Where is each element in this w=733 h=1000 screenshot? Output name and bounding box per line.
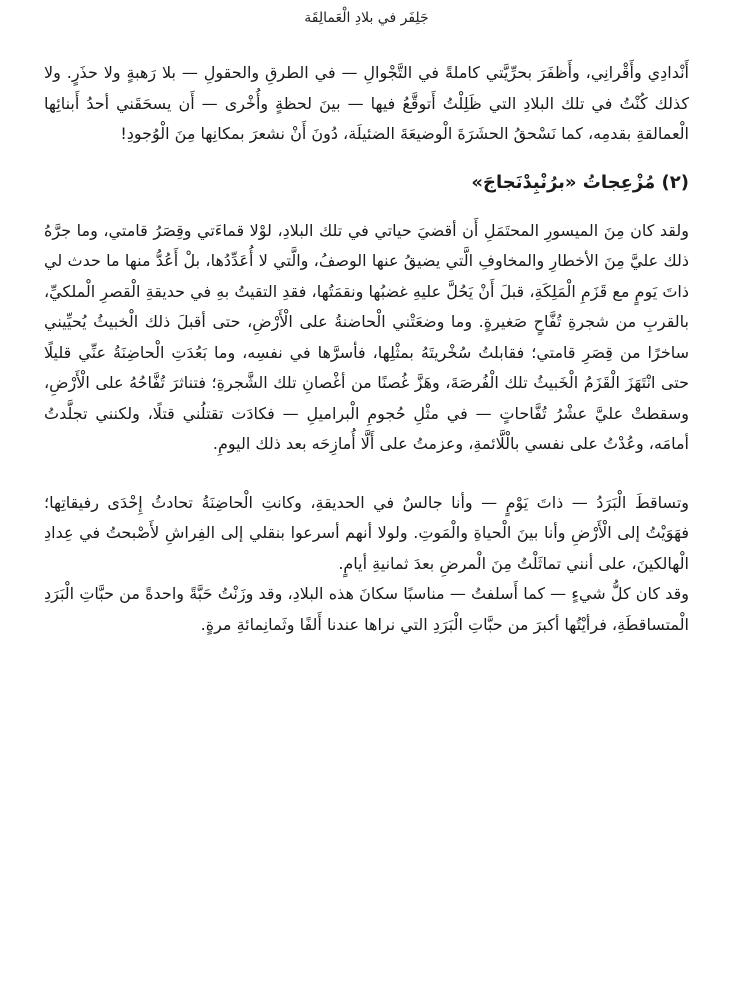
paragraph-hail: وتساقطَ الْبَرَدُ — ذاتَ يَوْمٍ — وأنا جالسٌ في الحديقةِ، وكانتِ الْحاضِنَةُ تحادثُ إِحْدَى رفيقاتِها؛ فهَوَيْتُ إلى الْأَرْضِ وأنا بينَ الْحياةِ والْمَوتِ. ولولا أنهم أسرعوا بنقلي إلى الفِراشِ لأَصْبحتُ في عِدادِ الْهالكينَ، على أنني تماثَلْتُ مِنَ الْمرضِ بعدَ ثمانيةِ أيامٍ.: [44, 492, 689, 573]
paragraph-apple-tree: ولقد كان مِنَ الميسورِ المحتَمَلِ أَن أقضيَ حياتي في تلك البلادِ، لوْلا قماءَتي وقِصَرُ قامتي، وما جرَّهُ ذلك عليَّ مِنَ الأخطارِ والمخاوفِ الَّتي يضيقُ عنها الوصفُ، والَّتي لا أُعَدِّدُها، بلْ أَعُدُّ منها ما حدث لي ذاتَ يَومٍ مع قَزَمِ الْمَلِكَةِ، قبلَ أَنْ يَحُلَّ عليهِ غضبُها ونقمَتُها، فقدِ التقيتُ بهِ في حديقةِ الْقصرِ الْملكيِّ، بالقربِ من شجرةِ تُفَّاحٍ صَغيرةٍ. وما وضعَتْني الْحاضنةُ على الْأَرْضِ، حتى أقبلَ ذلك الْخبيثُ يُحيِّيني ساخرًا من قِصَرِ قامتي؛ فقابلتُ سُخْريتَهُ بمثْلِها، فأسرَّها في نفسِه، وما بَعُدَتِ الْحاضِنَةُ عنِّي قليلًا حتى انْتَهَزَ الْقَزَمُ الْخَبيثُ تلك الْفُرصَةَ، وهَزَّ غُصنًا من أغْصانِ تلك الشَّجرةِ؛ فتناثرَ تُفَّاحُهُ على الْأَرْضِ، وسقطتْ عليَّ عشْرُ تُفَّاحاتٍ — في مثْلِ حُجومِ الْبراميلِ — فكادَت تقتلُني قتلًا، ولكنني تجلَّدتُ أمامَه، وعُدْتُ على نفسي بالْلَّائمةِ، وعزمتُ على أَلَّا أُمازِحَه بعد ذلك اليومِ.: [44, 220, 689, 453]
page-body: [44, 58, 689, 640]
paragraph-continued: أَنْدادِي وأَقْرانِي، وأَظفَرَ بحرِّيَّتي كاملةً في التَّجْوالِ — في الطرقِ والحقولِ — بلا رَهبةٍ ولا حذَرٍ. ولا كذلك كُنْتُ في تلك البلادِ التي ظَلِلْتُ أَتوقَّعُ فيها — بينَ لحظةٍ وأُخْرى — أَن يسحَقَني أحدُ أَبنائِها الْعمالقةِ بقدمِه، كما نَسْحقُ الحشَرَةَ الْوضيعَةَ الضئيلَة، دُونَ أَنْ نشعرَ بمكانِها مِنَ الْوُجودِ!: [44, 63, 689, 143]
running-header: جَلِفَر في بلادِ الْعَمالِقَة: [304, 10, 429, 26]
section-heading: (٢) مُزْعِجاتُ «برُنْبِدْنَجاجَ»: [471, 171, 689, 193]
paragraph-hailstone: وقد كان كلُّ شيءٍ — كما أَسلفتُ — مناسبًا سكانَ هذه البلادِ، وقد وزَنْتُ حَبَّةً واحدةً من حبَّاتِ الْبَرَدِ الْمتساقطَةِ، فرأيْتُها أكبرَ من حبَّاتِ الْبَرَدِ التي نراها عندنا أَلفًا وثَمانِمائةِ مرةٍ.: [44, 584, 689, 634]
